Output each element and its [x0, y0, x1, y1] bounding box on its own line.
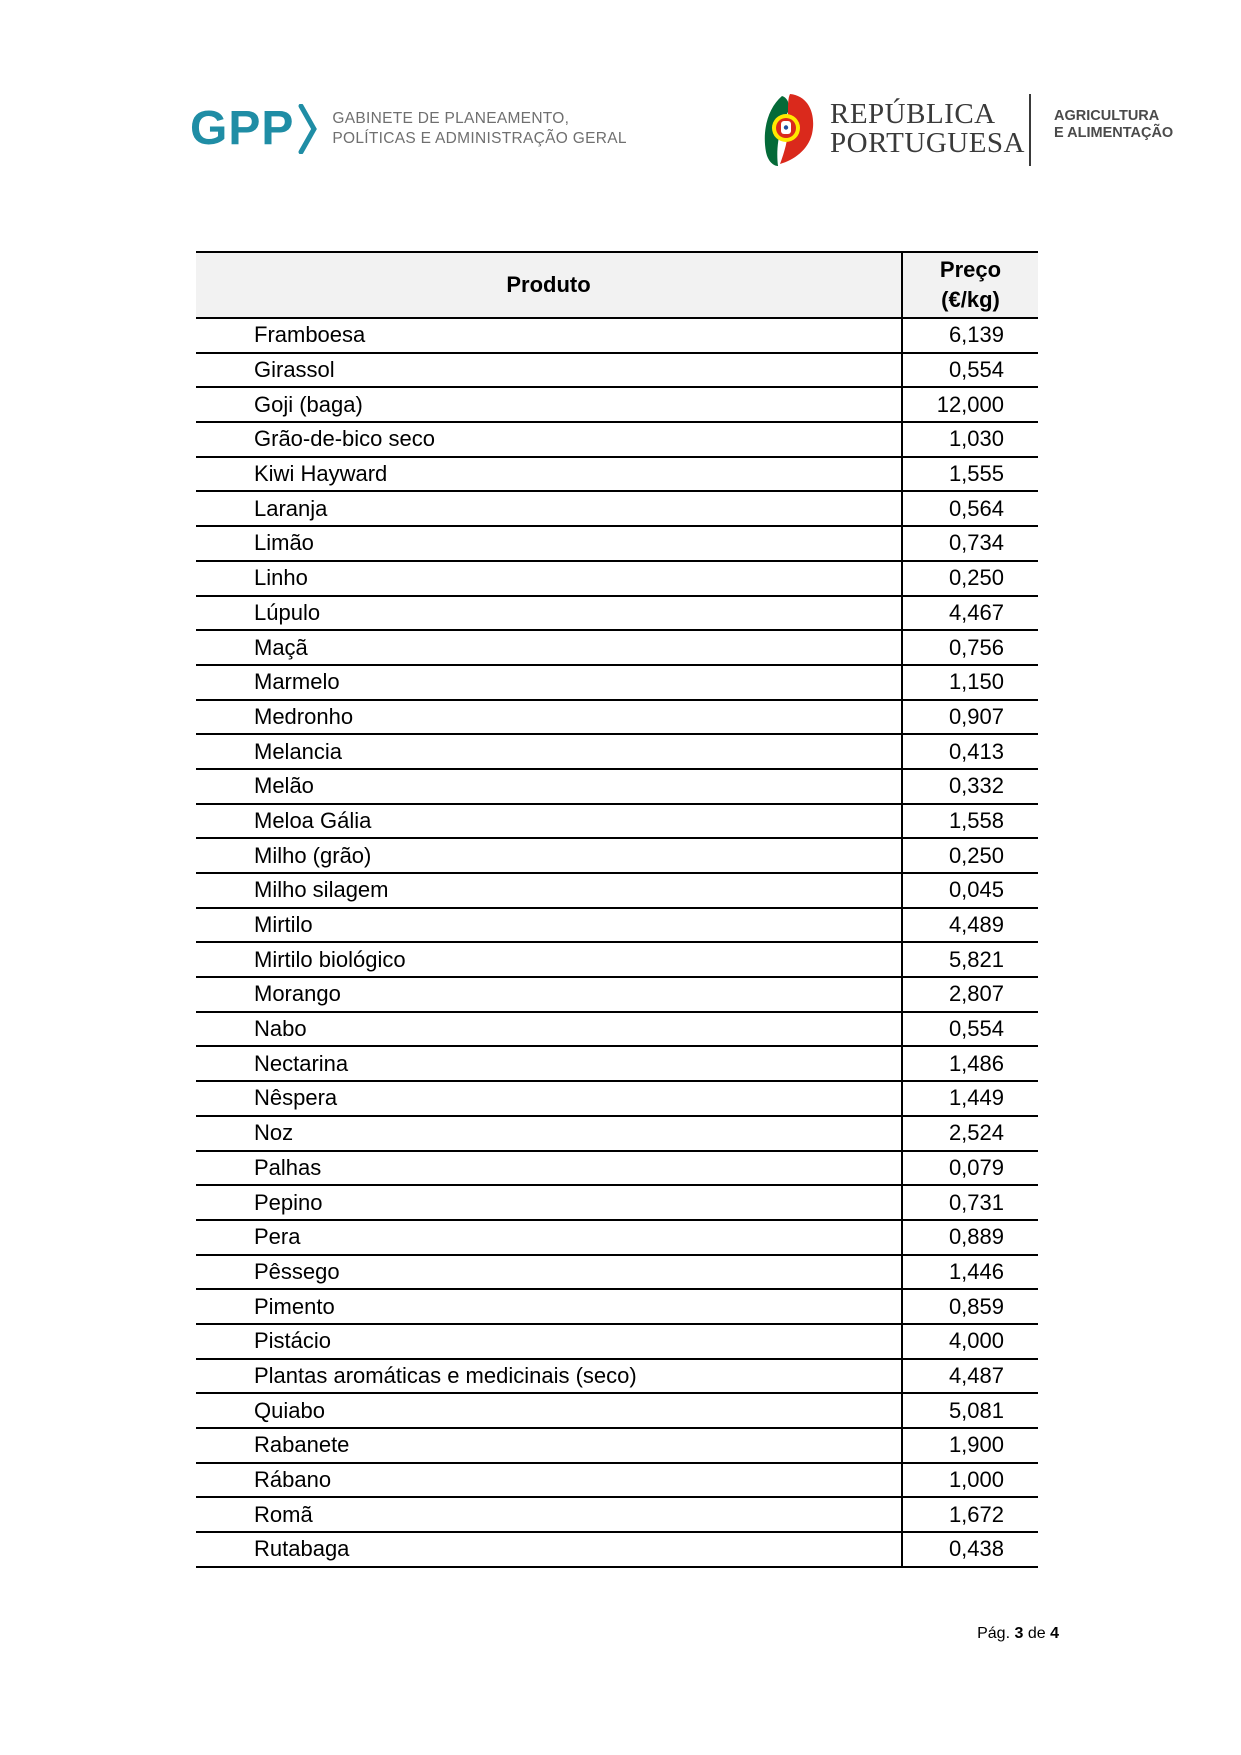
table-row [196, 1324, 1038, 1359]
page-number-current: 3 [1014, 1625, 1024, 1642]
price-cell: 4,489 [902, 908, 1038, 943]
price-cell: 1,672 [902, 1497, 1038, 1532]
product-cell: Pepino [196, 1185, 902, 1220]
price-table [196, 251, 1038, 1568]
column-header-product: Produto [196, 252, 902, 318]
product-cell: Melancia [196, 734, 902, 769]
table-row [196, 1255, 1038, 1290]
republica-portuguesa-logo [760, 90, 1025, 168]
table-row [196, 1046, 1038, 1081]
ministry-line2: E ALIMENTAÇÃO [1054, 125, 1174, 141]
product-cell: Meloa Gália [196, 804, 902, 839]
price-cell: 0,250 [902, 561, 1038, 596]
product-cell: Framboesa [196, 318, 902, 353]
table-row [196, 804, 1038, 839]
product-cell: Grão-de-bico seco [196, 422, 902, 457]
product-cell: Rabanete [196, 1428, 902, 1463]
table-body [196, 318, 1038, 1567]
table-row [196, 1497, 1038, 1532]
rp-line2: PORTUGUESA [830, 127, 1026, 159]
table-row [196, 1463, 1038, 1498]
table-row [196, 318, 1038, 353]
price-cell: 1,486 [902, 1046, 1038, 1081]
product-cell: Medronho [196, 700, 902, 735]
product-cell: Mirtilo biológico [196, 942, 902, 977]
price-cell: 0,564 [902, 491, 1038, 526]
gpp-wordmark: GPP [190, 102, 295, 155]
price-cell: 0,045 [902, 873, 1038, 908]
product-cell: Lúpulo [196, 596, 902, 631]
table-row [196, 977, 1038, 1012]
product-cell: Pera [196, 1220, 902, 1255]
price-cell: 1,900 [902, 1428, 1038, 1463]
table-row [196, 734, 1038, 769]
price-cell: 0,332 [902, 769, 1038, 804]
product-cell: Palhas [196, 1151, 902, 1186]
gpp-name-line1: GABINETE DE PLANEAMENTO, [332, 110, 570, 127]
table-row [196, 1428, 1038, 1463]
price-cell: 1,558 [902, 804, 1038, 839]
table-row [196, 665, 1038, 700]
table-row [196, 630, 1038, 665]
product-cell: Girassol [196, 353, 902, 388]
product-cell: Pêssego [196, 1255, 902, 1290]
price-cell: 1,555 [902, 457, 1038, 492]
price-cell: 0,554 [902, 353, 1038, 388]
table-row [196, 491, 1038, 526]
price-cell: 1,030 [902, 422, 1038, 457]
gpp-logo [190, 104, 627, 154]
product-cell: Milho silagem [196, 873, 902, 908]
gpp-name-line2: POLÍTICAS E ADMINISTRAÇÃO GERAL [332, 130, 627, 147]
price-cell: 0,413 [902, 734, 1038, 769]
table-row [196, 1393, 1038, 1428]
product-cell: Laranja [196, 491, 902, 526]
price-cell: 0,907 [902, 700, 1038, 735]
page-number [977, 1625, 1059, 1643]
price-cell: 1,446 [902, 1255, 1038, 1290]
price-cell: 0,250 [902, 838, 1038, 873]
product-cell: Nabo [196, 1012, 902, 1047]
gpp-name [332, 109, 626, 149]
column-header-price [902, 252, 1038, 318]
product-cell: Morango [196, 977, 902, 1012]
price-cell: 6,139 [902, 318, 1038, 353]
table-row [196, 838, 1038, 873]
page-number-sep: de [1027, 1625, 1046, 1642]
product-cell: Marmelo [196, 665, 902, 700]
table-row [196, 1289, 1038, 1324]
price-cell: 1,449 [902, 1081, 1038, 1116]
product-cell: Quiabo [196, 1393, 902, 1428]
price-cell: 0,438 [902, 1532, 1038, 1567]
price-cell: 0,756 [902, 630, 1038, 665]
table-row [196, 908, 1038, 943]
column-header-price-line2: (€/kg) [941, 287, 1000, 312]
table-row [196, 769, 1038, 804]
price-cell: 0,554 [902, 1012, 1038, 1047]
table-row [196, 353, 1038, 388]
product-cell: Pimento [196, 1289, 902, 1324]
coat-of-arms-icon [760, 90, 816, 168]
table-row [196, 873, 1038, 908]
product-cell: Noz [196, 1116, 902, 1151]
header-divider [1029, 94, 1031, 166]
product-cell: Pistácio [196, 1324, 902, 1359]
price-cell: 5,081 [902, 1393, 1038, 1428]
price-cell: 1,000 [902, 1463, 1038, 1498]
table-row [196, 1012, 1038, 1047]
product-cell: Romã [196, 1497, 902, 1532]
price-cell: 0,734 [902, 526, 1038, 561]
table-row [196, 1220, 1038, 1255]
table-row [196, 387, 1038, 422]
column-header-price-line1: Preço [939, 257, 1002, 282]
product-cell: Plantas aromáticas e medicinais (seco) [196, 1359, 902, 1394]
table-row [196, 1151, 1038, 1186]
price-cell: 0,889 [902, 1220, 1038, 1255]
table-row [196, 561, 1038, 596]
table-row [196, 1185, 1038, 1220]
price-cell: 4,487 [902, 1359, 1038, 1394]
price-cell: 0,731 [902, 1185, 1038, 1220]
product-cell: Maçã [196, 630, 902, 665]
table-row [196, 422, 1038, 457]
page-number-total: 4 [1050, 1625, 1059, 1642]
price-cell: 12,000 [902, 387, 1038, 422]
product-cell: Goji (baga) [196, 387, 902, 422]
table-row [196, 1116, 1038, 1151]
chevron-icon [298, 104, 320, 154]
product-cell: Rábano [196, 1463, 902, 1498]
price-cell: 0,079 [902, 1151, 1038, 1186]
table-row [196, 1359, 1038, 1394]
product-cell: Mirtilo [196, 908, 902, 943]
table-row [196, 942, 1038, 977]
ministry-line1: AGRICULTURA [1054, 108, 1160, 124]
price-cell: 4,000 [902, 1324, 1038, 1359]
product-cell: Limão [196, 526, 902, 561]
price-cell: 2,807 [902, 977, 1038, 1012]
price-cell: 5,821 [902, 942, 1038, 977]
rp-line1: REPÚBLICA [830, 98, 996, 130]
table-row [196, 1532, 1038, 1567]
price-cell: 4,467 [902, 596, 1038, 631]
product-cell: Milho (grão) [196, 838, 902, 873]
table-row [196, 526, 1038, 561]
table-header-row [196, 252, 1038, 318]
table-row [196, 596, 1038, 631]
product-cell: Rutabaga [196, 1532, 902, 1567]
republica-portuguesa-name [830, 100, 1025, 158]
page-number-prefix: Pág. [977, 1625, 1011, 1642]
table-row [196, 700, 1038, 735]
product-cell: Nectarina [196, 1046, 902, 1081]
table-row [196, 457, 1038, 492]
price-cell: 1,150 [902, 665, 1038, 700]
product-cell: Kiwi Hayward [196, 457, 902, 492]
product-cell: Melão [196, 769, 902, 804]
price-cell: 2,524 [902, 1116, 1038, 1151]
ministry-name [1054, 108, 1173, 142]
table-row [196, 1081, 1038, 1116]
product-cell: Nêspera [196, 1081, 902, 1116]
product-cell: Linho [196, 561, 902, 596]
price-cell: 0,859 [902, 1289, 1038, 1324]
